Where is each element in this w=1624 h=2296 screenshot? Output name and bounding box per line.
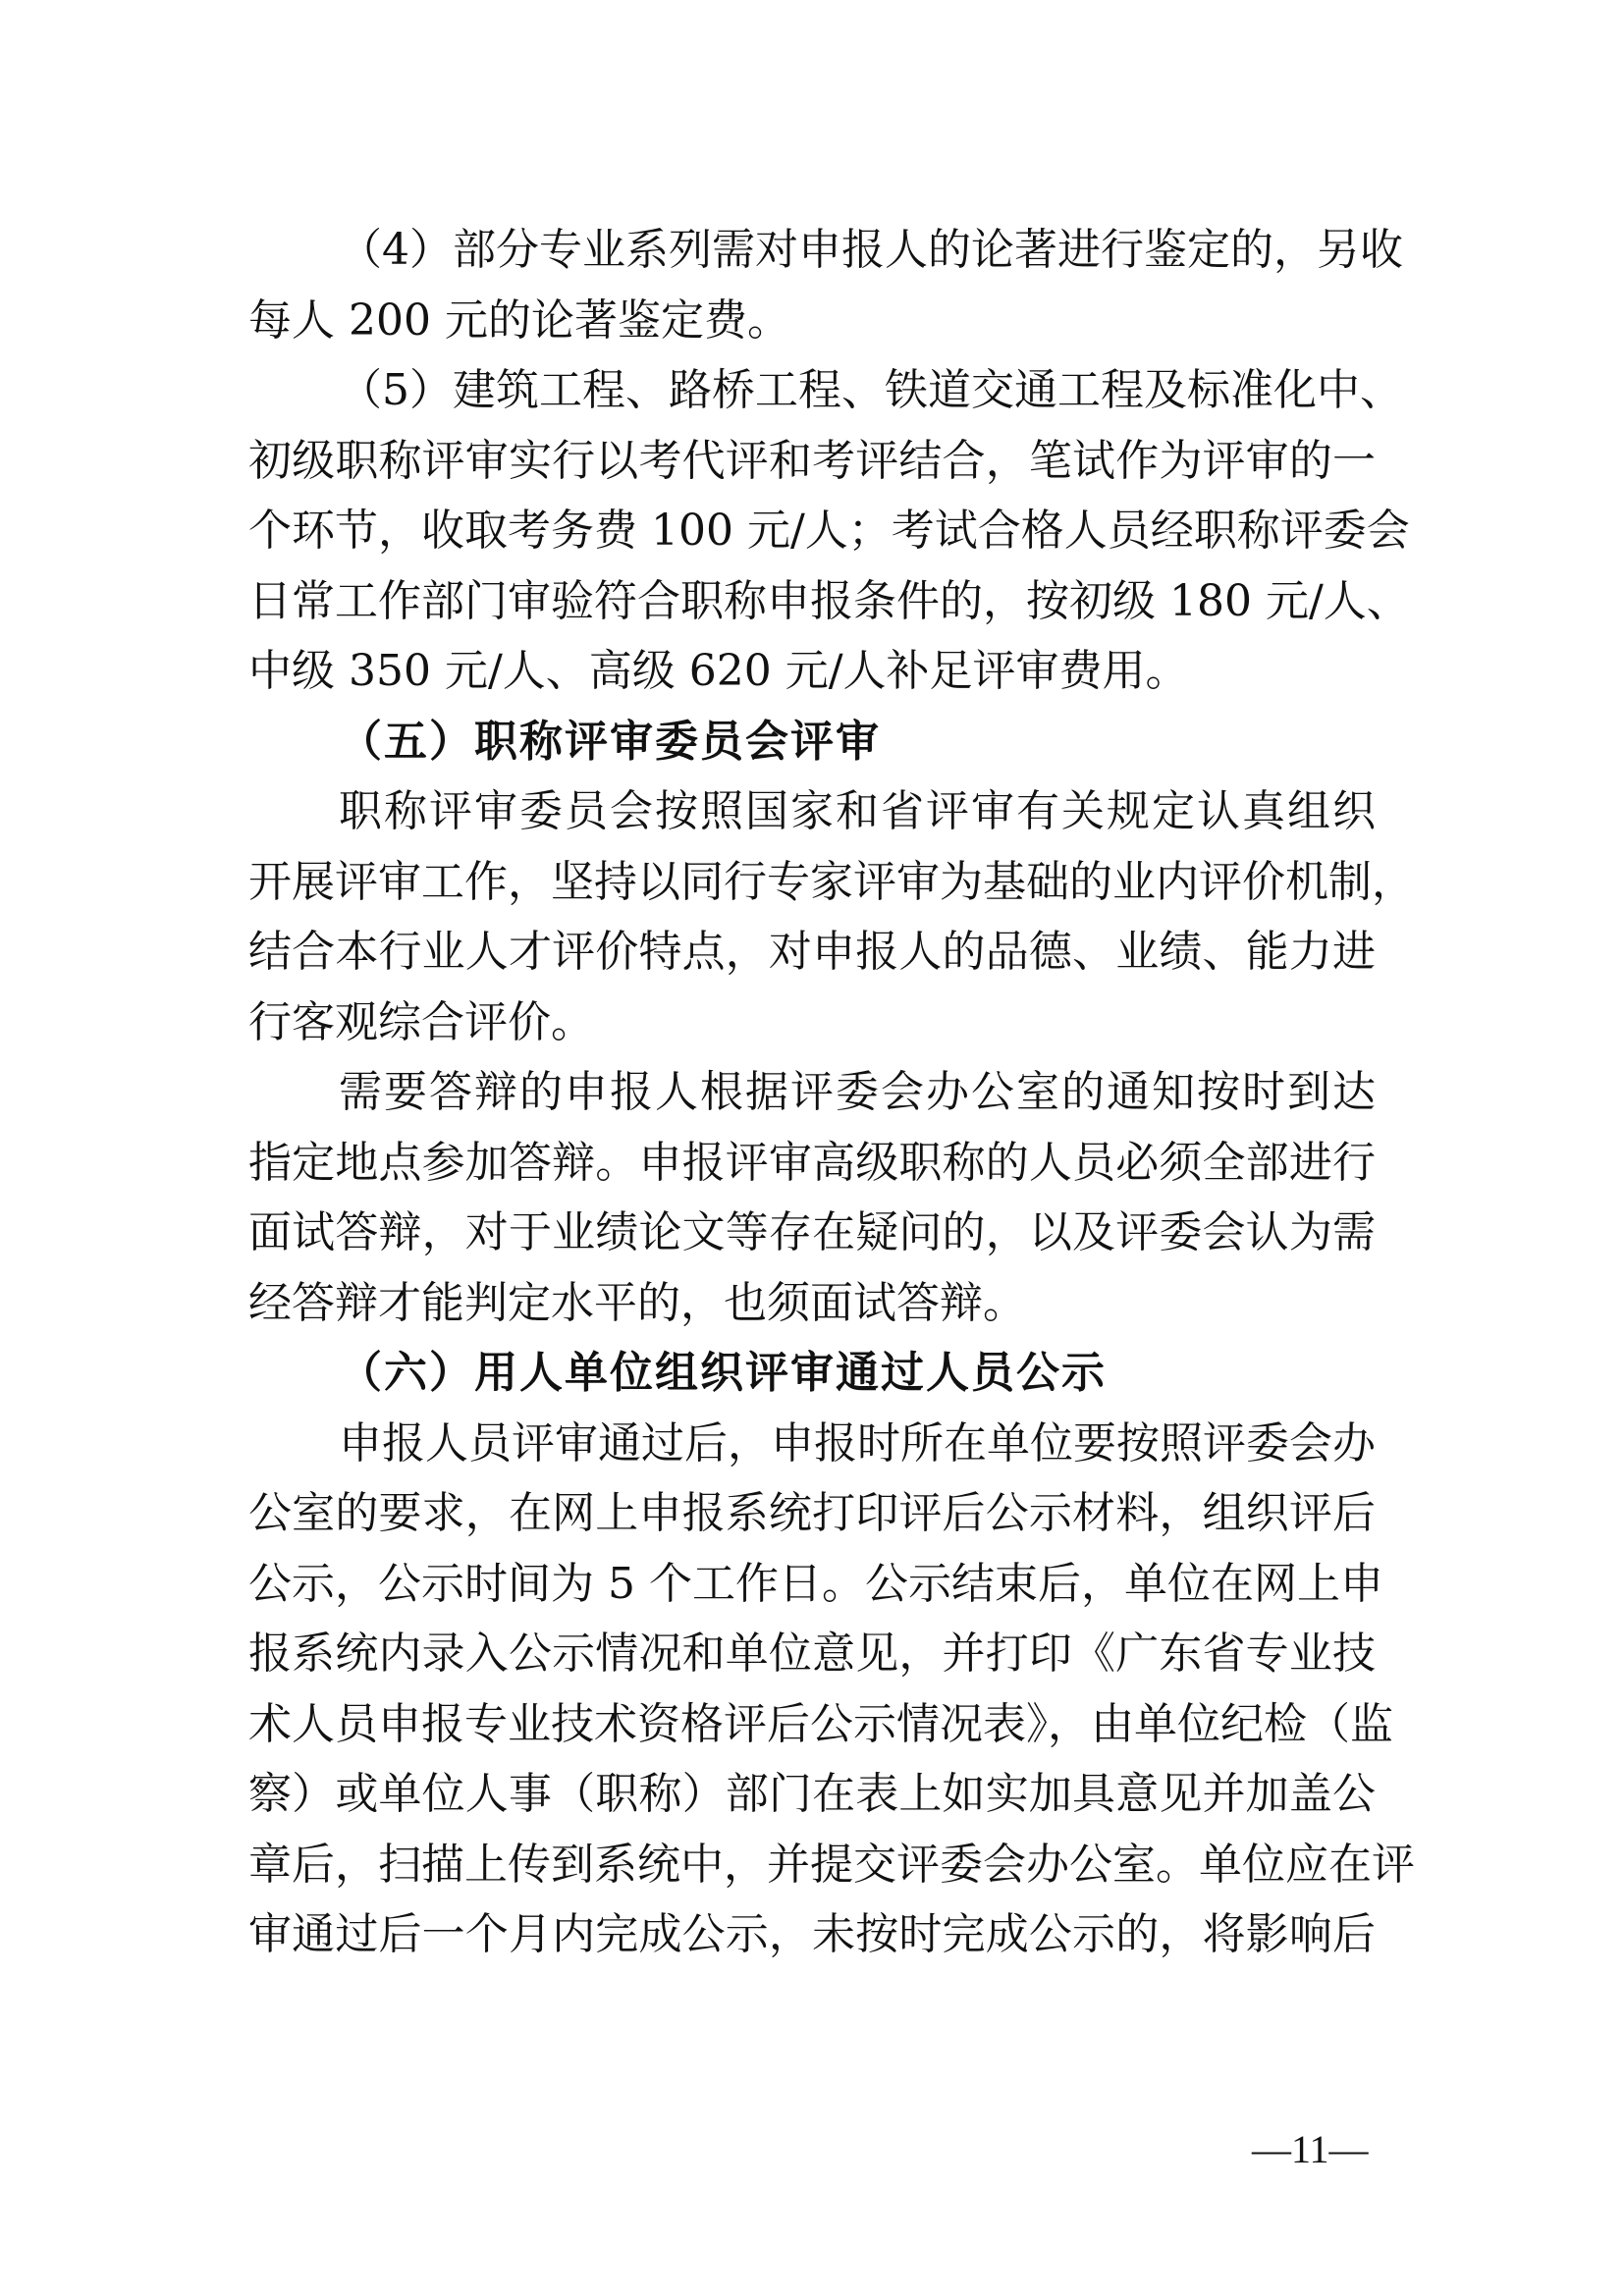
- paragraph-line: 需要答辩的申报人根据评委会办公室的通知按时到达: [339, 1067, 1376, 1117]
- paragraph-line: 公示，公示时间为 5 个工作日。公示结束后，单位在网上申: [248, 1559, 1383, 1609]
- section-heading-five: （五）职称评审委员会评审: [339, 717, 881, 767]
- paragraph-line: 术人员申报专业技术资格评后公示情况表》，由单位纪检（监: [248, 1699, 1393, 1749]
- paragraph-line: 面试答辩，对于业绩论文等存在疑问的，以及评委会认为需: [248, 1207, 1376, 1257]
- paragraph-line: 经答辩才能判定水平的，也须面试答辩。: [248, 1278, 1026, 1328]
- paragraph-line: 开展评审工作，坚持以同行专家评审为基础的业内评价机制，: [248, 857, 1415, 907]
- paragraph-line: 初级职称评审实行以考代评和考评结合，笔试作为评审的一: [248, 436, 1376, 486]
- paragraph-line: 指定地点参加答辩。申报评审高级职称的人员必须全部进行: [248, 1138, 1376, 1188]
- paragraph-line: 审通过后一个月内完成公示，未按时完成公示的，将影响后: [248, 1909, 1376, 1959]
- paragraph-line: 中级 350 元/人、高级 620 元/人补足评审费用。: [248, 646, 1189, 696]
- paragraph-line: 公室的要求，在网上申报系统打印评后公示材料，组织评后: [248, 1488, 1376, 1538]
- page-number: —11—: [1252, 2127, 1369, 2171]
- paragraph-line: 每人 200 元的论著鉴定费。: [248, 295, 790, 346]
- paragraph-line: 报系统内录入公示情况和单位意见，并打印《广东省专业技: [248, 1629, 1376, 1679]
- paragraph-line: 申报人员评审通过后，申报时所在单位要按照评委会办: [339, 1418, 1376, 1468]
- paragraph-line: 章后，扫描上传到系统中，并提交评委会办公室。单位应在评: [248, 1840, 1415, 1890]
- paragraph-line: （5）建筑工程、路桥工程、铁道交通工程及标准化中、: [339, 365, 1403, 415]
- paragraph-line: （4）部分专业系列需对申报人的论著进行鉴定的，另收: [339, 225, 1403, 275]
- paragraph-line: 察）或单位人事（职称）部门在表上如实加具意见并加盖公: [248, 1769, 1376, 1819]
- paragraph-line: 结合本行业人才评价特点，对申报人的品德、业绩、能力进: [248, 927, 1376, 977]
- paragraph-line: 行客观综合评价。: [248, 997, 594, 1047]
- section-heading-six: （六）用人单位组织评审通过人员公示: [339, 1348, 1107, 1398]
- paragraph-line: 日常工作部门审验符合职称申报条件的，按初级 180 元/人、: [248, 576, 1410, 626]
- paragraph-line: 个环节，收取考务费 100 元/人；考试合格人员经职称评委会: [248, 506, 1410, 556]
- paragraph-line: 职称评审委员会按照国家和省评审有关规定认真组织: [339, 786, 1376, 836]
